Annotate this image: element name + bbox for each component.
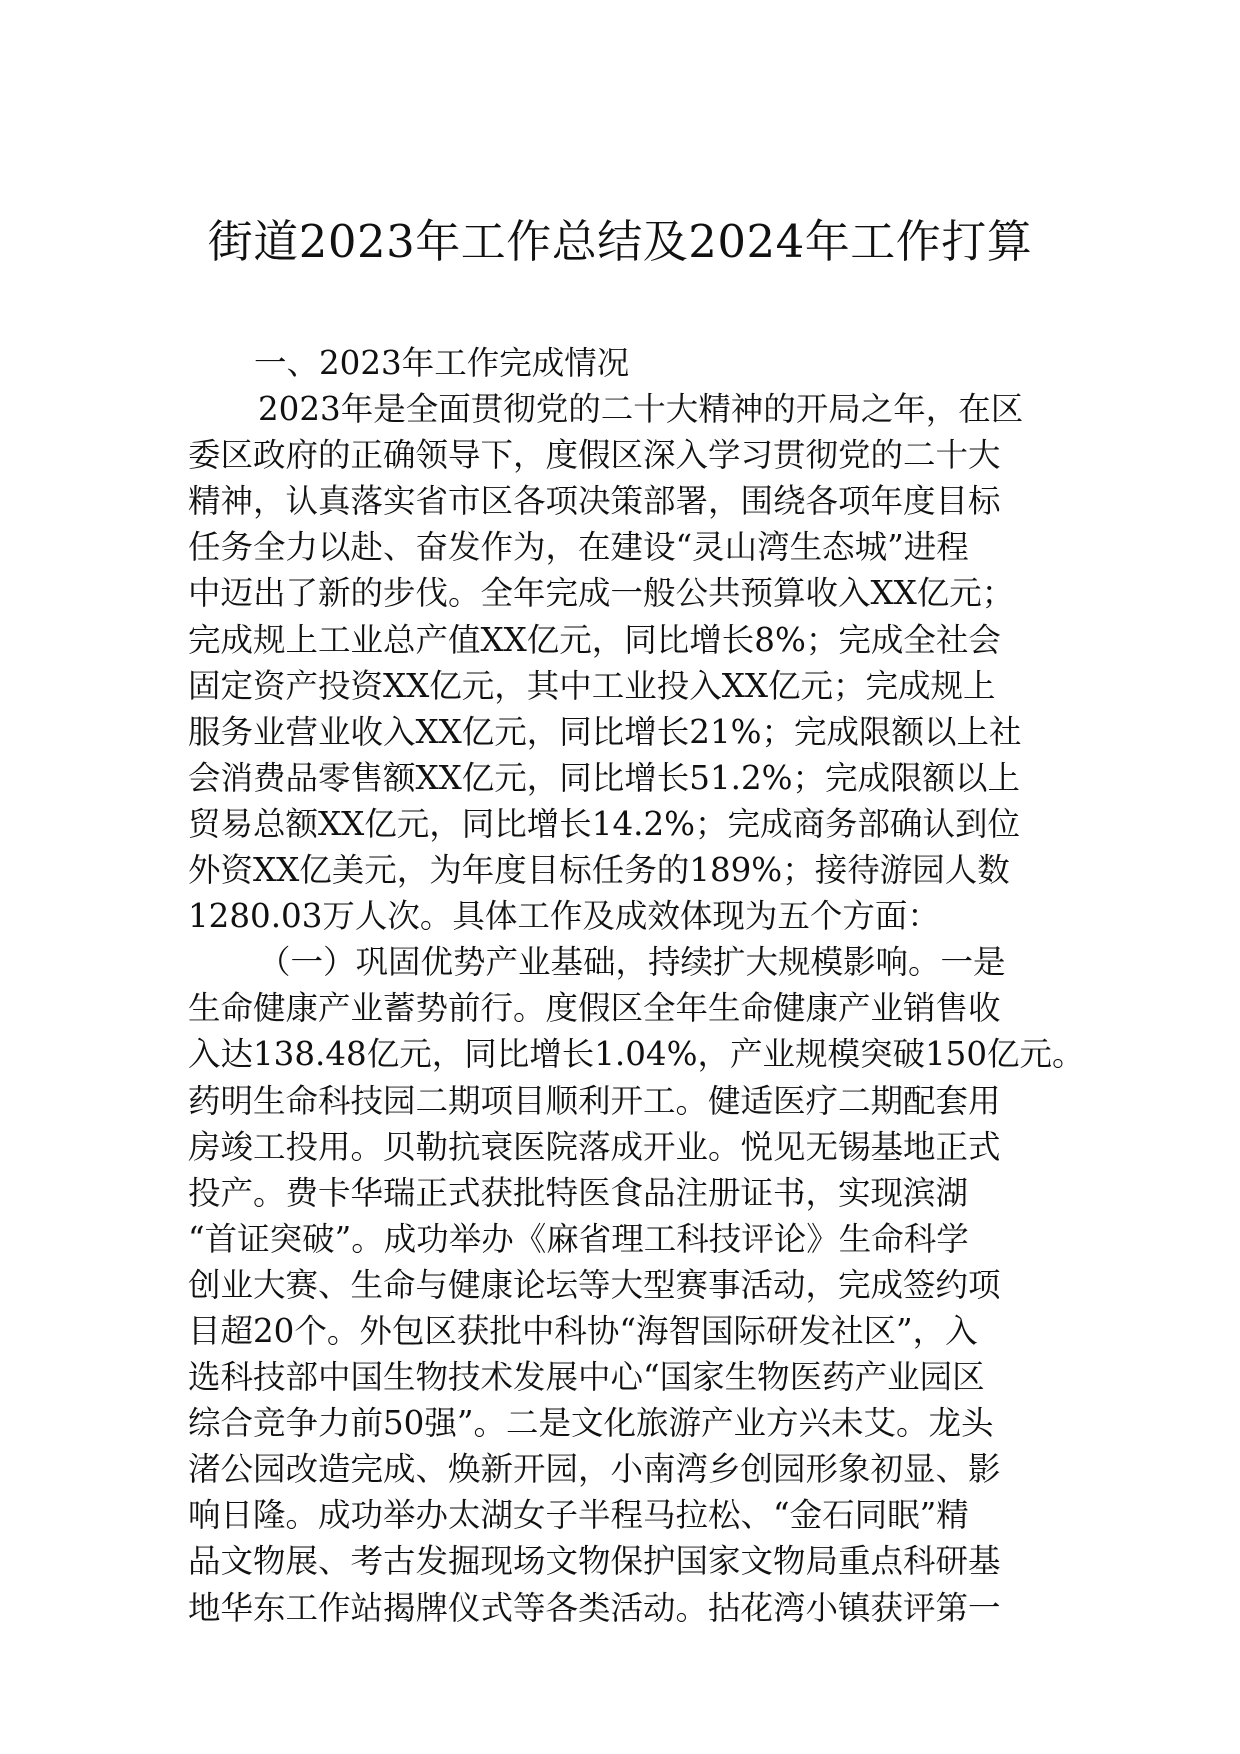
paragraph-line: 委区政府的正确领导下，度假区深入学习贯彻党的二十大	[188, 436, 1001, 475]
paragraph-line: 中迈出了新的步伐。全年完成一般公共预算收入XX亿元；	[188, 574, 1015, 613]
paragraph-line: 渚公园改造完成、焕新开园，小南湾乡创园形象初显、影	[188, 1450, 1001, 1489]
paragraph-line: 选科技部中国生物技术发展中心“国家生物医药产业园区	[188, 1358, 985, 1397]
paragraph-line: 1280.03万人次。具体工作及成效体现为五个方面：	[188, 897, 940, 936]
paragraph-line: 创业大赛、生命与健康论坛等大型赛事活动，完成签约项	[188, 1265, 1001, 1304]
subsection-line: （一）巩固优势产业基础，持续扩大规模影响。一是	[258, 943, 1006, 982]
paragraph-line: 2023年是全面贯彻党的二十大精神的开局之年，在区	[258, 390, 1024, 429]
paragraph-line: 服务业营业收入XX亿元，同比增长21%；完成限额以上社	[188, 712, 1022, 751]
paragraph-line: 贸易总额XX亿元，同比增长14.2%；完成商务部确认到位	[188, 804, 1021, 843]
paragraph-line: 生命健康产业蓄势前行。度假区全年生命健康产业销售收	[188, 989, 1001, 1028]
section-heading: 一、2023年工作完成情况	[254, 344, 630, 382]
paragraph-line: “首证突破”。成功举办《麻省理工科技评论》生命科学	[188, 1219, 969, 1258]
paragraph-line: 地华东工作站揭牌仪式等各类活动。拈花湾小镇获评第一	[188, 1588, 1001, 1627]
paragraph-line: 投产。费卡华瑞正式获批特医食品注册证书，实现滨湖	[188, 1173, 969, 1212]
paragraph-line: 综合竞争力前50强”。二是文化旅游产业方兴未艾。龙头	[188, 1404, 994, 1443]
paragraph-line: 房竣工投用。贝勒抗衰医院落成开业。悦见无锡基地正式	[188, 1127, 1001, 1166]
paragraph-line: 固定资产投资XX亿元，其中工业投入XX亿元；完成规上	[188, 666, 996, 705]
document-body	[188, 340, 1085, 1631]
paragraph-line: 外资XX亿美元，为年度目标任务的189%；接待游园人数	[188, 851, 1010, 890]
paragraph-line: 药明生命科技园二期项目顺利开工。健适医疗二期配套用	[188, 1081, 1001, 1120]
paragraph-line: 会消费品零售额XX亿元，同比增长51.2%；完成限额以上	[188, 758, 1021, 797]
paragraph-line: 完成规上工业总产值XX亿元，同比增长8%；完成全社会	[188, 620, 1001, 659]
paragraph-line: 品文物展、考古发掘现场文物保护国家文物局重点科研基	[188, 1542, 1001, 1581]
paragraph-line: 目超20个。外包区获批中科协“海智国际研发社区”，入	[188, 1311, 978, 1350]
paragraph-line: 精神，认真落实省市区各项决策部署，围绕各项年度目标	[188, 482, 1001, 521]
paragraph-line: 响日隆。成功举办太湖女子半程马拉松、“金石同眠”精	[188, 1496, 969, 1535]
paragraph-line: 入达138.48亿元，同比增长1.04%，产业规模突破150亿元。	[188, 1035, 1085, 1074]
document-title: 街道2023年工作总结及2024年工作打算	[207, 215, 1033, 268]
paragraph-line: 任务全力以赴、奋发作为，在建设“灵山湾生态城”进程	[188, 528, 969, 567]
